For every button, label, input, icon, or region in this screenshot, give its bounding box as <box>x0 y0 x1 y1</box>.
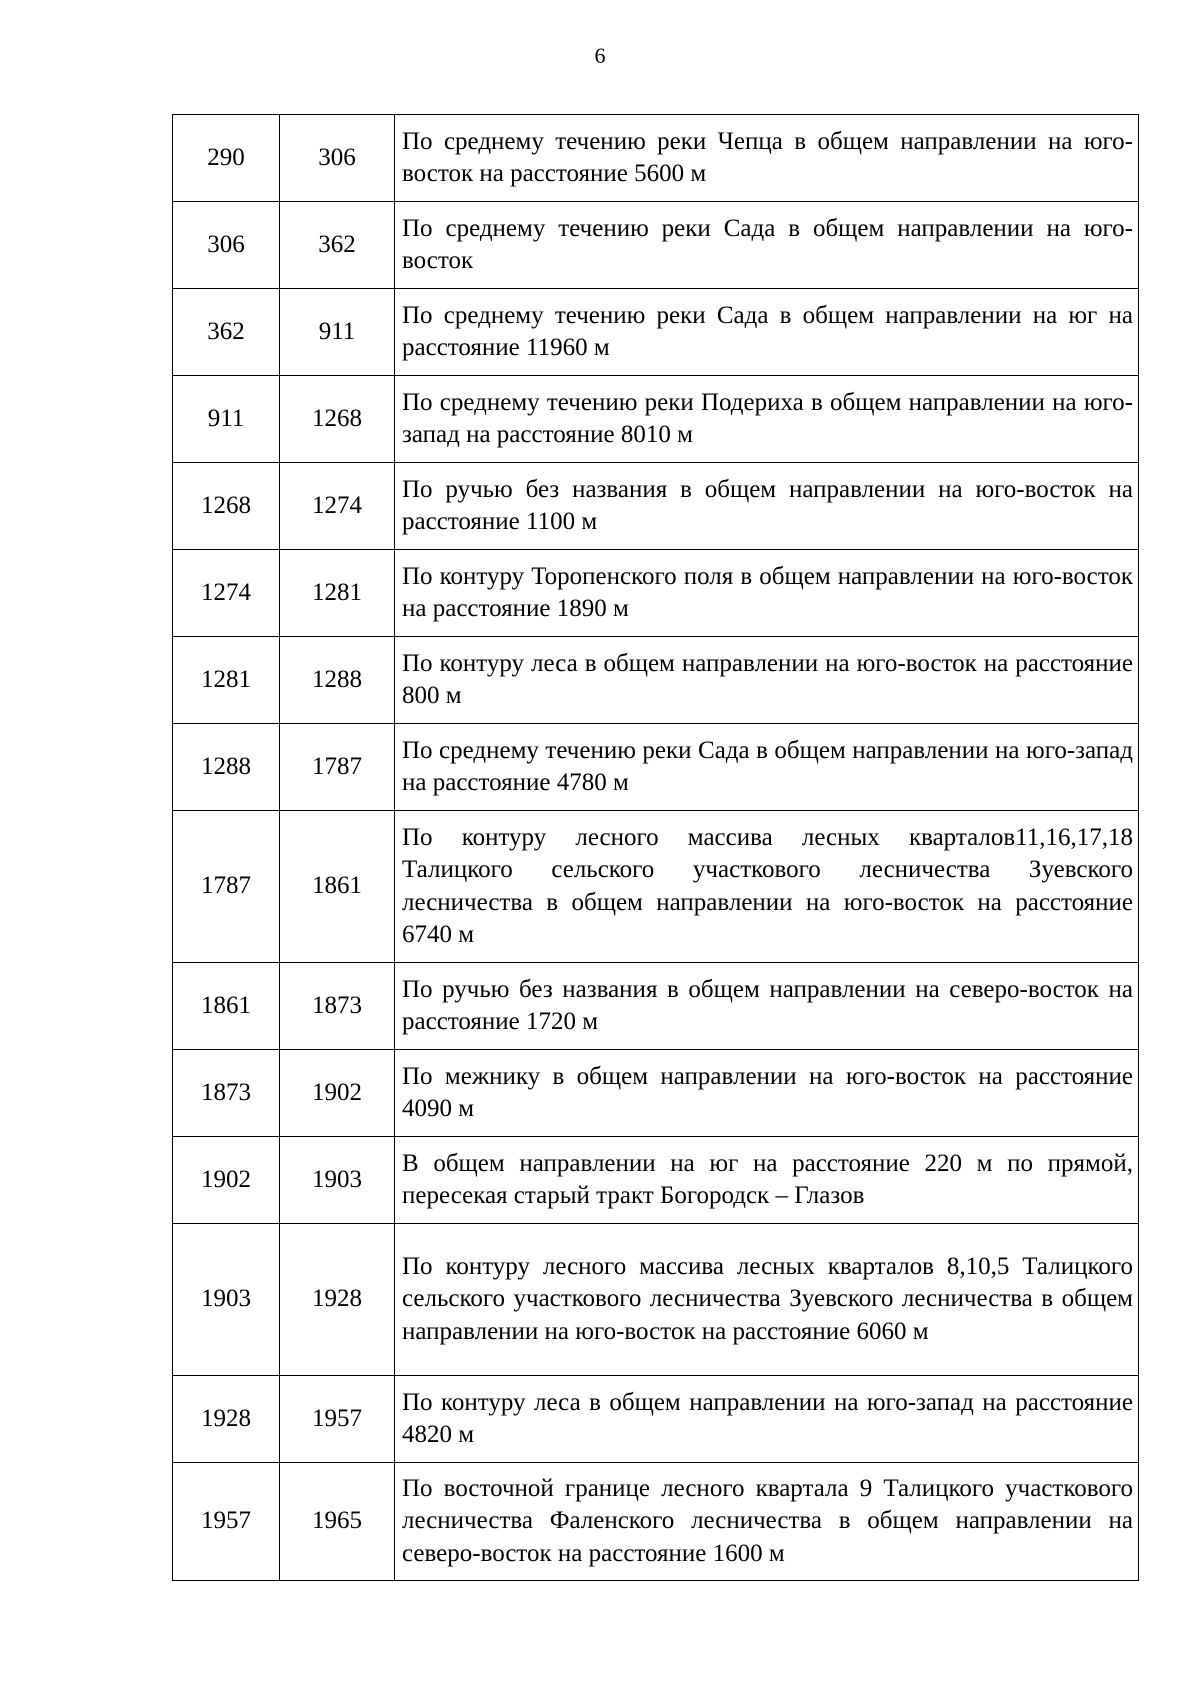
cell-point-to: 362 <box>280 202 395 289</box>
cell-point-from: 1861 <box>173 963 280 1050</box>
cell-point-from: 1957 <box>173 1463 280 1581</box>
cell-point-from: 1903 <box>173 1224 280 1376</box>
cell-point-to: 911 <box>280 289 395 376</box>
cell-description: По ручью без названия в общем направлении на юго-восток на расстояние 1100 м <box>395 463 1139 550</box>
table-row <box>173 115 1139 202</box>
cell-point-to: 1281 <box>280 550 395 637</box>
cell-point-to: 1903 <box>280 1137 395 1224</box>
cell-description: По среднему течению реки Подериха в общем направлении на юго-запад на расстояние 8010 м <box>395 376 1139 463</box>
cell-point-from: 1928 <box>173 1376 280 1463</box>
cell-point-from: 1787 <box>173 811 280 963</box>
cell-point-from: 911 <box>173 376 280 463</box>
table-row <box>173 1137 1139 1224</box>
cell-point-to: 1957 <box>280 1376 395 1463</box>
cell-description: По среднему течению реки Сада в общем направлении на юг на расстояние 11960 м <box>395 289 1139 376</box>
table-row <box>173 963 1139 1050</box>
cell-description: По контуру леса в общем направлении на юго-восток на расстояние 800 м <box>395 637 1139 724</box>
table-row <box>173 1050 1139 1137</box>
boundary-table <box>172 114 1139 1581</box>
cell-point-to: 1288 <box>280 637 395 724</box>
table-row <box>173 376 1139 463</box>
table-body <box>173 115 1139 1581</box>
cell-description: По среднему течению реки Чепца в общем направлении на юго-восток на расстояние 5600 м <box>395 115 1139 202</box>
cell-description: По межнику в общем направлении на юго-восток на расстояние 4090 м <box>395 1050 1139 1137</box>
cell-point-to: 1965 <box>280 1463 395 1581</box>
cell-description: В общем направлении на юг на расстояние 220 м по прямой, пересекая старый тракт Богородск – Глазов <box>395 1137 1139 1224</box>
cell-point-from: 1873 <box>173 1050 280 1137</box>
table-row <box>173 1463 1139 1581</box>
table-row <box>173 1376 1139 1463</box>
cell-point-from: 362 <box>173 289 280 376</box>
cell-description: По контуру лесного массива лесных кварталов11,16,17,18 Талицкого сельского участкового лесничества Зуевского лесничества в общем направлении на юго-восток на расстояние 6740 м <box>395 811 1139 963</box>
table-row <box>173 202 1139 289</box>
cell-point-from: 1274 <box>173 550 280 637</box>
cell-description: По контуру Торопенского поля в общем направлении на юго-восток на расстояние 1890 м <box>395 550 1139 637</box>
table-row <box>173 637 1139 724</box>
cell-point-to: 306 <box>280 115 395 202</box>
table-row <box>173 550 1139 637</box>
cell-point-to: 1787 <box>280 724 395 811</box>
cell-description: По контуру лесного массива лесных кварталов 8,10,5 Талицкого сельского участкового лесничества Зуевского лесничества в общем направлении на юго-восток на расстояние 6060 м <box>395 1224 1139 1376</box>
table-row <box>173 1224 1139 1376</box>
cell-point-to: 1873 <box>280 963 395 1050</box>
cell-point-from: 1268 <box>173 463 280 550</box>
table-row <box>173 289 1139 376</box>
cell-description: По восточной границе лесного квартала 9 Талицкого участкового лесничества Фаленского лесничества в общем направлении на северо-восток на расстояние 1600 м <box>395 1463 1139 1581</box>
cell-point-to: 1928 <box>280 1224 395 1376</box>
cell-description: По среднему течению реки Сада в общем направлении на юго-запад на расстояние 4780 м <box>395 724 1139 811</box>
cell-point-to: 1268 <box>280 376 395 463</box>
page-number: 6 <box>594 43 606 68</box>
cell-point-from: 1281 <box>173 637 280 724</box>
table-row <box>173 724 1139 811</box>
cell-description: По среднему течению реки Сада в общем направлении на юго-восток <box>395 202 1139 289</box>
cell-point-to: 1902 <box>280 1050 395 1137</box>
cell-point-from: 306 <box>173 202 280 289</box>
table-row <box>173 811 1139 963</box>
cell-description: По контуру леса в общем направлении на юго-запад на расстояние 4820 м <box>395 1376 1139 1463</box>
cell-point-from: 290 <box>173 115 280 202</box>
cell-point-from: 1288 <box>173 724 280 811</box>
cell-point-to: 1274 <box>280 463 395 550</box>
cell-point-from: 1902 <box>173 1137 280 1224</box>
cell-point-to: 1861 <box>280 811 395 963</box>
cell-description: По ручью без названия в общем направлении на северо-восток на расстояние 1720 м <box>395 963 1139 1050</box>
table-row <box>173 463 1139 550</box>
